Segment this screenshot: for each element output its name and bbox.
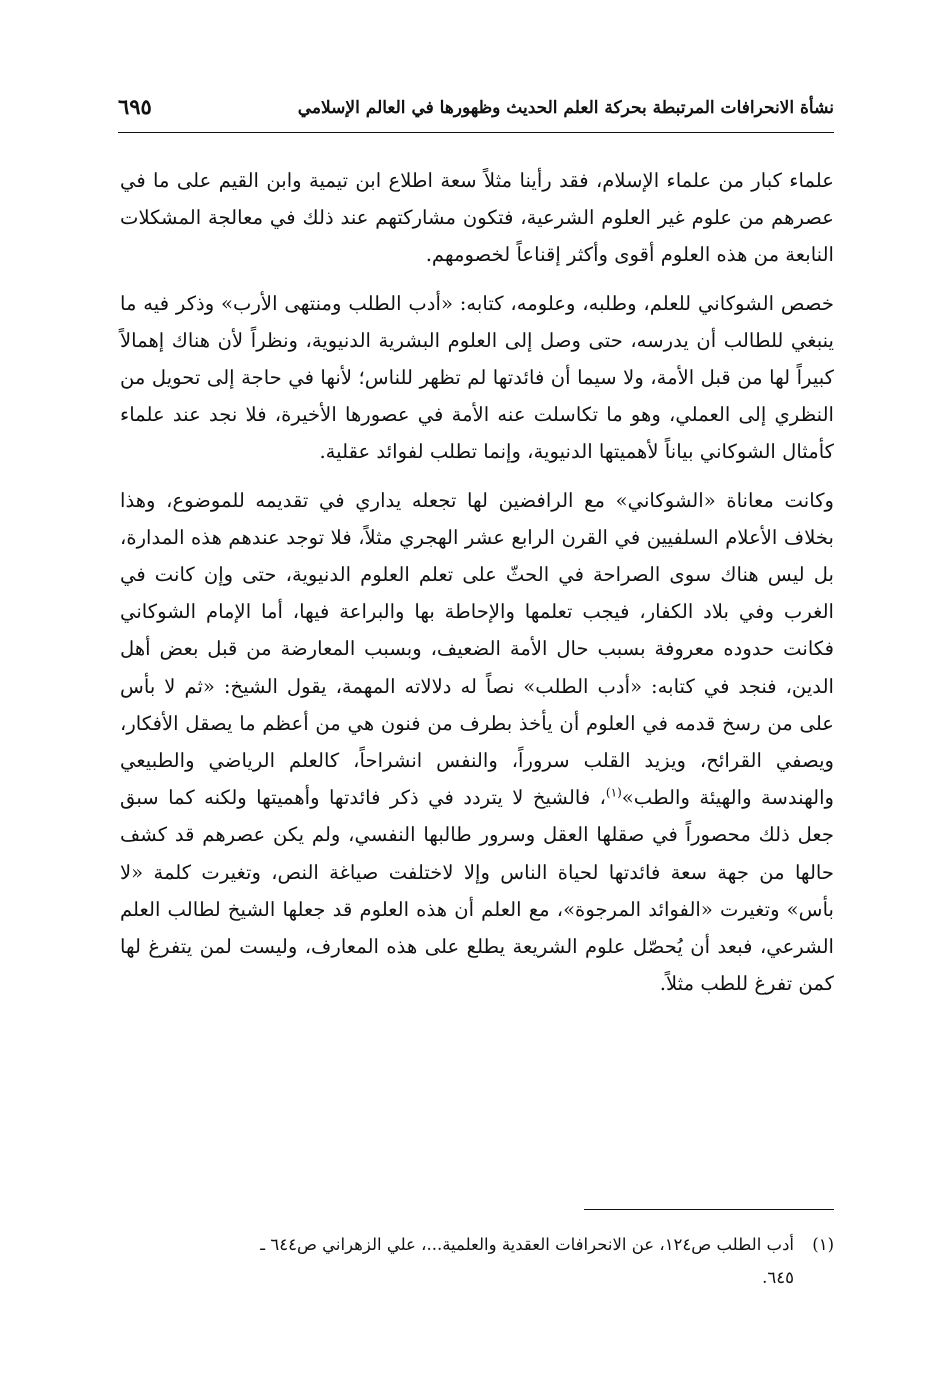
- footnote-divider: [584, 1209, 834, 1210]
- footnote-reference[interactable]: (١): [605, 785, 622, 800]
- footnote: [115, 1228, 834, 1294]
- paragraph-text: ، فالشيخ لا يتردد في ذكر فائدتها وأهميتها ولكنه كما سبق جعل ذلك محصوراً في صقلها العقل وسرور طالبها النفسي، ولم يكن عصرهم قد كشف حالها من جهة سعة فائدتها لحياة الناس وإلا لاختلفت صياغة النص، وتغيرت كلمة «لا بأس» وتغيرت «الفوائد المرجوة»، مع العلم أن هذه العلوم قد جعلها الشيخ لطالب العلم الشرعي، فبعد أن يُحصّل علوم الشريعة يطلع على هذه المعارف، وليست لمن يتفرغ لها كمن تفرغ للطب مثلاً.: [120, 786, 834, 996]
- footnote-text: ٦٤٥.: [762, 1268, 794, 1287]
- main-text: [120, 162, 834, 1002]
- footnote-line: [115, 1228, 834, 1261]
- footnote-text: أدب الطلب ص١٢٤، عن الانحرافات العقدية والعلمية...، علي الزهراني ص٦٤٤ ـ: [260, 1235, 794, 1254]
- page-header: [118, 96, 834, 133]
- paragraph: [120, 482, 834, 1003]
- footnote-marker: (١): [812, 1235, 834, 1254]
- paragraph-text: وكانت معاناة «الشوكاني» مع الرافضين لها تجعله يداري في تقديمه للموضوع، وهذا بخلاف الأعلام السلفيين في القرن الرابع عشر الهجري مثلاً، فلا توجد عندهم هذه المدارة، بل ليس هناك سوى الصراحة في الحثّ على تعلم العلوم الدنيوية، حتى وإن كانت في الغرب وفي بلاد الكفار، فيجب تعلمها والإحاطة بها والبراعة فيها، أما الإمام الشوكاني فكانت حدوده معروفة بسبب حال الأمة الضعيف، وبسبب المعارضة من قبل بعض أهل الدين، فنجد في كتابه: «أدب الطلب» نصاً له دلالاته المهمة، يقول الشيخ: «ثم لا بأس على من رسخ قدمه في العلوم أن يأخذ بطرف من فنون هي من أعظم ما يصقل الأفكار، ويصفي القرائح، ويزيد القلب سروراً، والنفس انشراحاً، كالعلم الرياضي والطبيعي والهندسة والهيئة والطب»: [120, 488, 834, 810]
- paragraph: خصص الشوكاني للعلم، وطلبه، وعلومه، كتابه: «أدب الطلب ومنتهى الأرب» وذكر فيه ما ينبغي للطالب أن يدرسه، حتى وصل إلى العلوم البشرية الدنيوية، ونظراً لأن هناك إهمالاً كبيراً لها من قبل الأمة، ولا سيما أن فائدتها لم تظهر للناس؛ لأنها في حاجة إلى تحويل من النظري إلى العملي، وهو ما تكاسلت عنه الأمة في عصورها الأخيرة، فلا نجد عند علماء كأمثال الشوكاني بياناً لأهميتها الدنيوية، وإنما تطلب لفوائد عقلية.: [120, 291, 834, 464]
- paragraph: علماء كبار من علماء الإسلام، فقد رأينا مثلاً سعة اطلاع ابن تيمية وابن القيم على ما في عصرهم من علوم غير العلوم الشرعية، فتكون مشاركتهم عند ذلك في معالجة المشكلات النابعة من هذه العلوم أقوى وأكثر إقناعاً لخصومهم.: [120, 169, 834, 267]
- running-title: نشأة الانحرافات المرتبطة بحركة العلم الحديث وظهورها في العالم الإسلامي: [297, 98, 834, 118]
- page-number: ٦٩٥: [118, 94, 152, 119]
- footnote-line: [115, 1261, 834, 1294]
